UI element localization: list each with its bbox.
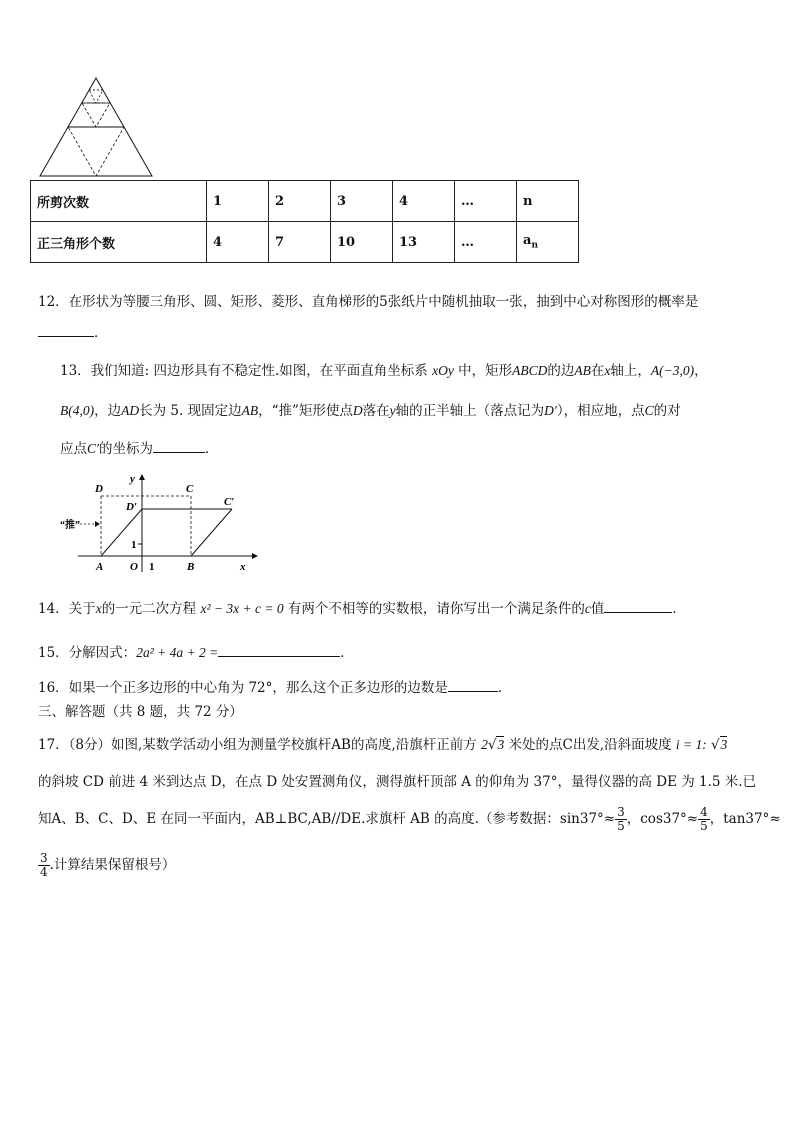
table-cell: 1 <box>207 181 269 222</box>
triangle-subdivision-figure <box>36 76 156 180</box>
label-C-prime: C′ <box>224 496 235 508</box>
table-cell: … <box>455 181 517 222</box>
table-cell: … <box>455 222 517 263</box>
fraction: $\frac{4}{5}$ <box>700 805 708 833</box>
answer-blank[interactable] <box>38 322 94 337</box>
table-row <box>31 222 579 263</box>
question-12: 12．在形状为等腰三角形、圆、矩形、菱形、直角梯形的5张纸片中随机抽取一张，抽到中心对称图形的概率是 <box>38 294 699 310</box>
label-push: “推” <box>60 520 80 531</box>
question-17-line-1: 17．（8分）如图,某数学活动小组为测量学校旗杆AB的高度,沿旗杆正前方 2√3 米处的点C出发,沿斜面坡度 i = 1: √3 <box>38 737 728 753</box>
answer-blank[interactable] <box>218 642 340 657</box>
question-17-line-3: 知A、B、C、D、E 在同一平面内，AB⊥BC,AB//DE.求旗杆 AB 的高度.（参考数据：sin37°≈ $\frac{3}{5}$ ，cos37°≈ $\frac{4}{5}$ ，tan37°≈ <box>38 805 781 833</box>
question-13-line-2: B(4,0)，边AD长为 5. 现固定边AB，“推”矩形使点D落在y轴的正半轴上（落点记为D′），相应地，点C的对 <box>60 403 681 419</box>
section-heading: 三、解答题（共 8 题，共 72 分） <box>38 704 243 720</box>
label-A: A <box>96 561 104 573</box>
label-B: B <box>187 561 195 573</box>
label-D-prime: D′ <box>126 501 138 513</box>
label-y-axis: y <box>130 473 135 485</box>
label-O: O <box>130 561 138 573</box>
label-y-one: 1 <box>131 539 137 551</box>
answer-blank[interactable] <box>448 677 498 692</box>
question-14: 14．关于x的一元二次方程 x² − 3x + c = 0 有两个不相等的实数根，请你写出一个满足条件的c值 ． <box>38 598 686 619</box>
table-cell: 7 <box>269 222 331 263</box>
label-x-axis: x <box>240 561 246 573</box>
table-cell: n <box>517 181 579 222</box>
fraction: $\frac{3}{5}$ <box>617 805 625 833</box>
table-cell: 4 <box>207 222 269 263</box>
table-row <box>31 181 579 222</box>
label-D: D <box>95 483 103 495</box>
rectangle-push-figure <box>60 472 260 576</box>
table-cell: 4 <box>393 181 455 222</box>
table-cell: $a_n$ <box>517 222 579 263</box>
fraction: $\frac{3}{4}$ <box>40 851 48 879</box>
table-cell: 正三角形个数 <box>31 222 207 263</box>
question-15: 15．分解因式：2a² + 4a + 2 = ． <box>38 642 354 663</box>
label-C: C <box>186 483 194 495</box>
table-cell: 所剪次数 <box>31 181 207 222</box>
label-x-one: 1 <box>149 561 155 573</box>
question-13-line-3: 应点C′的坐标为 ． <box>60 438 218 459</box>
table-cell: 3 <box>331 181 393 222</box>
question-17-line-4: $\frac{3}{4}$ .计算结果保留根号） <box>40 851 176 879</box>
question-17-line-2: 的斜坡 CD 前进 4 米到达点 D，在点 D 处安置测角仪，测得旗杆顶部 A 的仰角为 37°，量得仪器的高 DE 为 1.5 米.已 <box>38 774 757 790</box>
table-cell: 13 <box>393 222 455 263</box>
table-cell: 2 <box>269 181 331 222</box>
question-12-answer-line: ． <box>38 322 108 343</box>
table-cell: 10 <box>331 222 393 263</box>
sequence-table <box>30 180 579 263</box>
answer-blank[interactable] <box>153 438 205 453</box>
question-16: 16．如果一个正多边形的中心角为 72°，那么这个正多边形的边数是 ． <box>38 677 511 698</box>
question-13-line-1: 13．我们知道: 四边形具有不稳定性.如图，在平面直角坐标系 xOy 中，矩形ABCD的边AB在x轴上，A(−3,0)， <box>60 363 708 379</box>
answer-blank[interactable] <box>604 598 672 613</box>
